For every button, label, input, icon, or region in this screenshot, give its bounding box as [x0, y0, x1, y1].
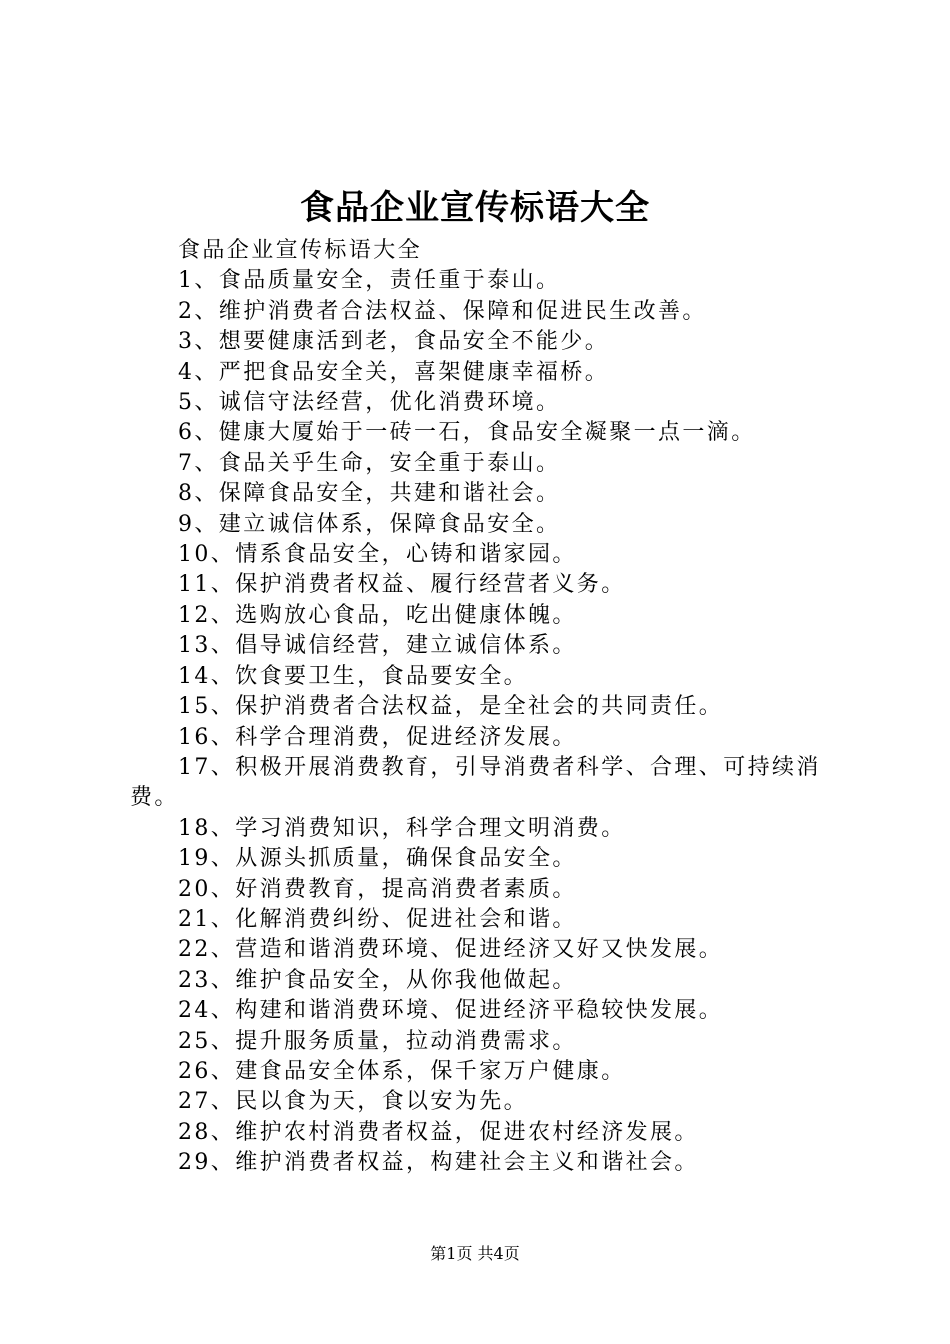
slogan-item: 10、情系食品安全，心铸和谐家园。: [178, 542, 577, 568]
slogan-item: 14、饮食要卫生，食品要安全。: [178, 663, 528, 689]
slogan-item: 1、食品质量安全，责任重于泰山。: [178, 268, 561, 294]
slogan-item: 24、构建和谐消费环境、促进经济平稳较快发展。: [178, 998, 724, 1024]
slogan-item: 27、民以食为天，食以安为先。: [178, 1089, 528, 1115]
slogan-item: 6、健康大厦始于一砖一石，食品安全凝聚一点一滴。: [178, 420, 756, 446]
slogan-item: 9、建立诚信体系，保障食品安全。: [178, 511, 561, 537]
slogan-item: 23、维护食品安全，从你我他做起。: [178, 967, 577, 993]
slogan-item: 5、诚信守法经营，优化消费环境。: [178, 390, 561, 416]
page-footer: 第1页 共4页: [430, 1244, 520, 1263]
slogan-item: 13、倡导诚信经营，建立诚信体系。: [178, 633, 577, 659]
slogan-item: 25、提升服务质量，拉动消费需求。: [178, 1028, 577, 1054]
slogan-item: 26、建食品安全体系，保千家万户健康。: [178, 1058, 626, 1084]
slogan-item: 2、维护消费者合法权益、保障和促进民生改善。: [178, 298, 707, 324]
slogan-item: 3、想要健康活到老，食品安全不能少。: [178, 329, 610, 355]
slogan-item: 7、食品关乎生命，安全重于泰山。: [178, 450, 561, 476]
document-subtitle: 食品企业宣传标语大全: [178, 238, 423, 263]
slogan-item: 22、营造和谐消费环境、促进经济又好又快发展。: [178, 937, 724, 963]
document-title: 食品企业宣传标语大全: [300, 188, 650, 228]
slogan-item: 20、好消费教育，提高消费者素质。: [178, 876, 577, 902]
slogan-item: 16、科学合理消费，促进经济发展。: [178, 724, 577, 750]
slogan-item: 8、保障食品安全，共建和谐社会。: [178, 481, 561, 507]
slogan-item: 29、维护消费者权益，构建社会主义和谐社会。: [178, 1150, 699, 1176]
slogan-item: 4、严把食品安全关，喜架健康幸福桥。: [178, 359, 610, 385]
slogan-list: [130, 266, 840, 1178]
slogan-item: 19、从源头抓质量，确保食品安全。: [178, 846, 577, 872]
slogan-item: 17、积极开展消费教育，引导消费者科学、合理、可持续消费。: [130, 754, 821, 811]
slogan-item: 15、保护消费者合法权益，是全社会的共同责任。: [178, 694, 724, 720]
slogan-item: 21、化解消费纠纷、促进社会和谐。: [178, 906, 577, 932]
slogan-item: 12、选购放心食品，吃出健康体魄。: [178, 602, 577, 628]
slogan-item: 11、保护消费者权益、履行经营者义务。: [178, 572, 626, 598]
document-body: [130, 236, 840, 1179]
slogan-item: 18、学习消费知识，科学合理文明消费。: [178, 815, 626, 841]
slogan-item: 28、维护农村消费者权益，促进农村经济发展。: [178, 1119, 699, 1145]
